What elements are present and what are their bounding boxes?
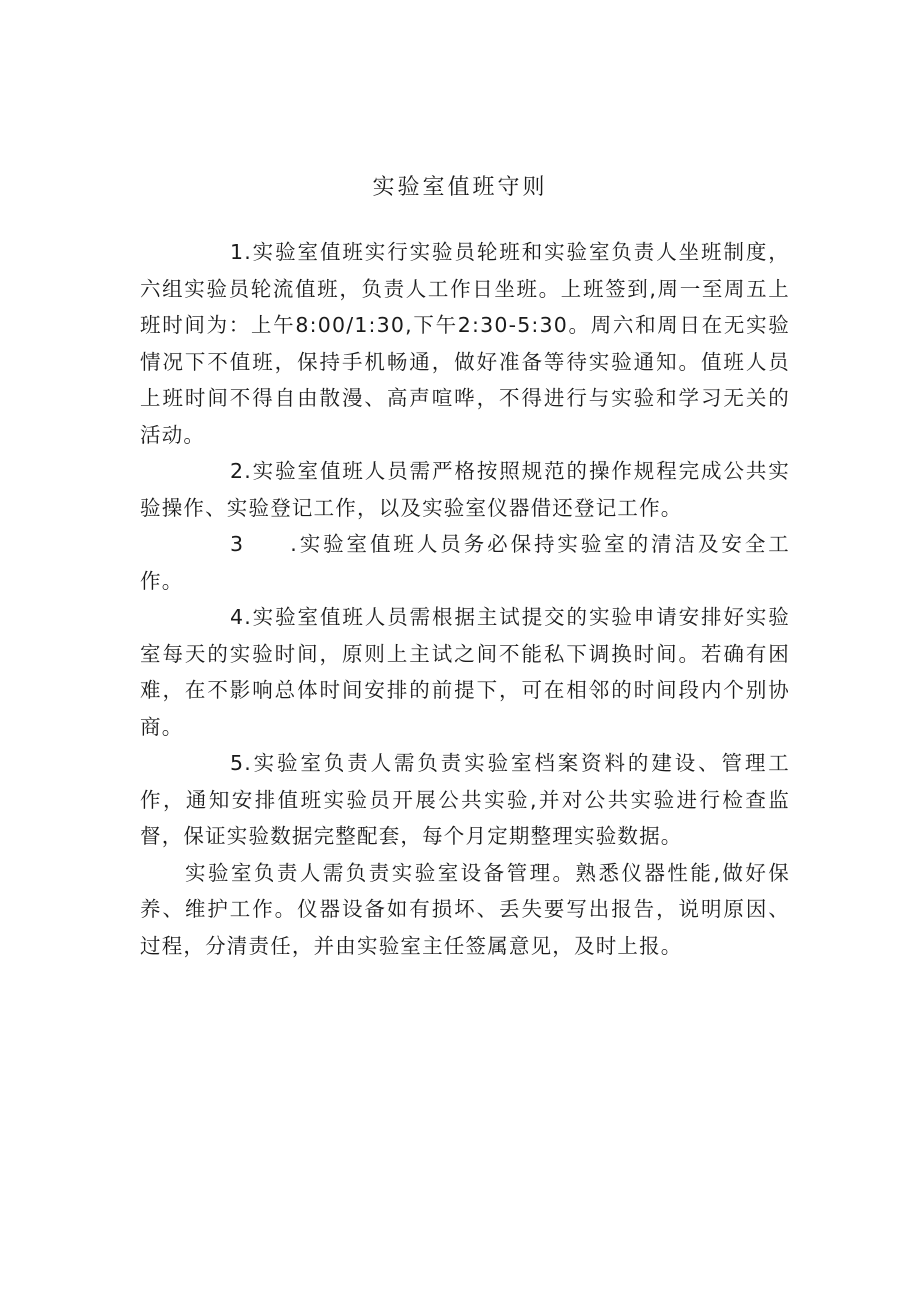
- rule-number: 2: [230, 459, 245, 483]
- rule-text: .实验室值班实行实验员轮班和实验室负责人坐班制度，六组实验员轮流值班，负责人工作日坐班。上班签到,周一至周五上班时间为：上午8:00/1:30,下午2:30-5:30。周六和周日在无实验情况下不值班，保持手机畅通，做好准备等待实验通知。值班人员上班时间不得自由散漫、高声喧哗，不得进行与实验和学习无关的活动。: [140, 240, 790, 447]
- rule-paragraph-4: [140, 599, 790, 745]
- rule-number: 4: [230, 605, 245, 629]
- rule-number: 5: [230, 751, 245, 775]
- rule-text: .实验室值班人员需根据主试提交的实验申请安排好实验室每天的实验时间，原则上主试之间不能私下调换时间。若确有困难，在不影响总体时间安排的前提下，可在相邻的时间段内个别协商。: [140, 605, 790, 739]
- rule-text: 实验室负责人需负责实验室设备管理。熟悉仪器性能,做好保养、维护工作。仪器设备如有损坏、丢失要写出报告，说明原因、过程，分清责任，并由实验室主任签属意见，及时上报。: [140, 860, 790, 958]
- rule-paragraph-1: [140, 234, 790, 453]
- rule-paragraph-5: [140, 745, 790, 855]
- rule-paragraph-2: [140, 453, 790, 526]
- rule-text: .实验室负责人需负责实验室档案资料的建设、管理工作，通知安排值班实验员开展公共实验,并对公共实验进行检查监督，保证实验数据完整配套，每个月定期整理实验数据。: [140, 751, 790, 848]
- rule-number: 3: [230, 532, 245, 556]
- rule-text: .实验室值班人员务必保持实验室的清洁及安全工作。: [140, 532, 790, 593]
- rule-paragraph-6: [140, 855, 790, 965]
- rule-text: .实验室值班人员需严格按照规范的操作规程完成公共实验操作、实验登记工作，以及实验室仪器借还登记工作。: [140, 459, 790, 520]
- document-body: [140, 234, 790, 964]
- rule-paragraph-3: [140, 526, 790, 599]
- rule-number: 1: [230, 240, 245, 264]
- document-title: 实验室值班守则: [372, 175, 548, 200]
